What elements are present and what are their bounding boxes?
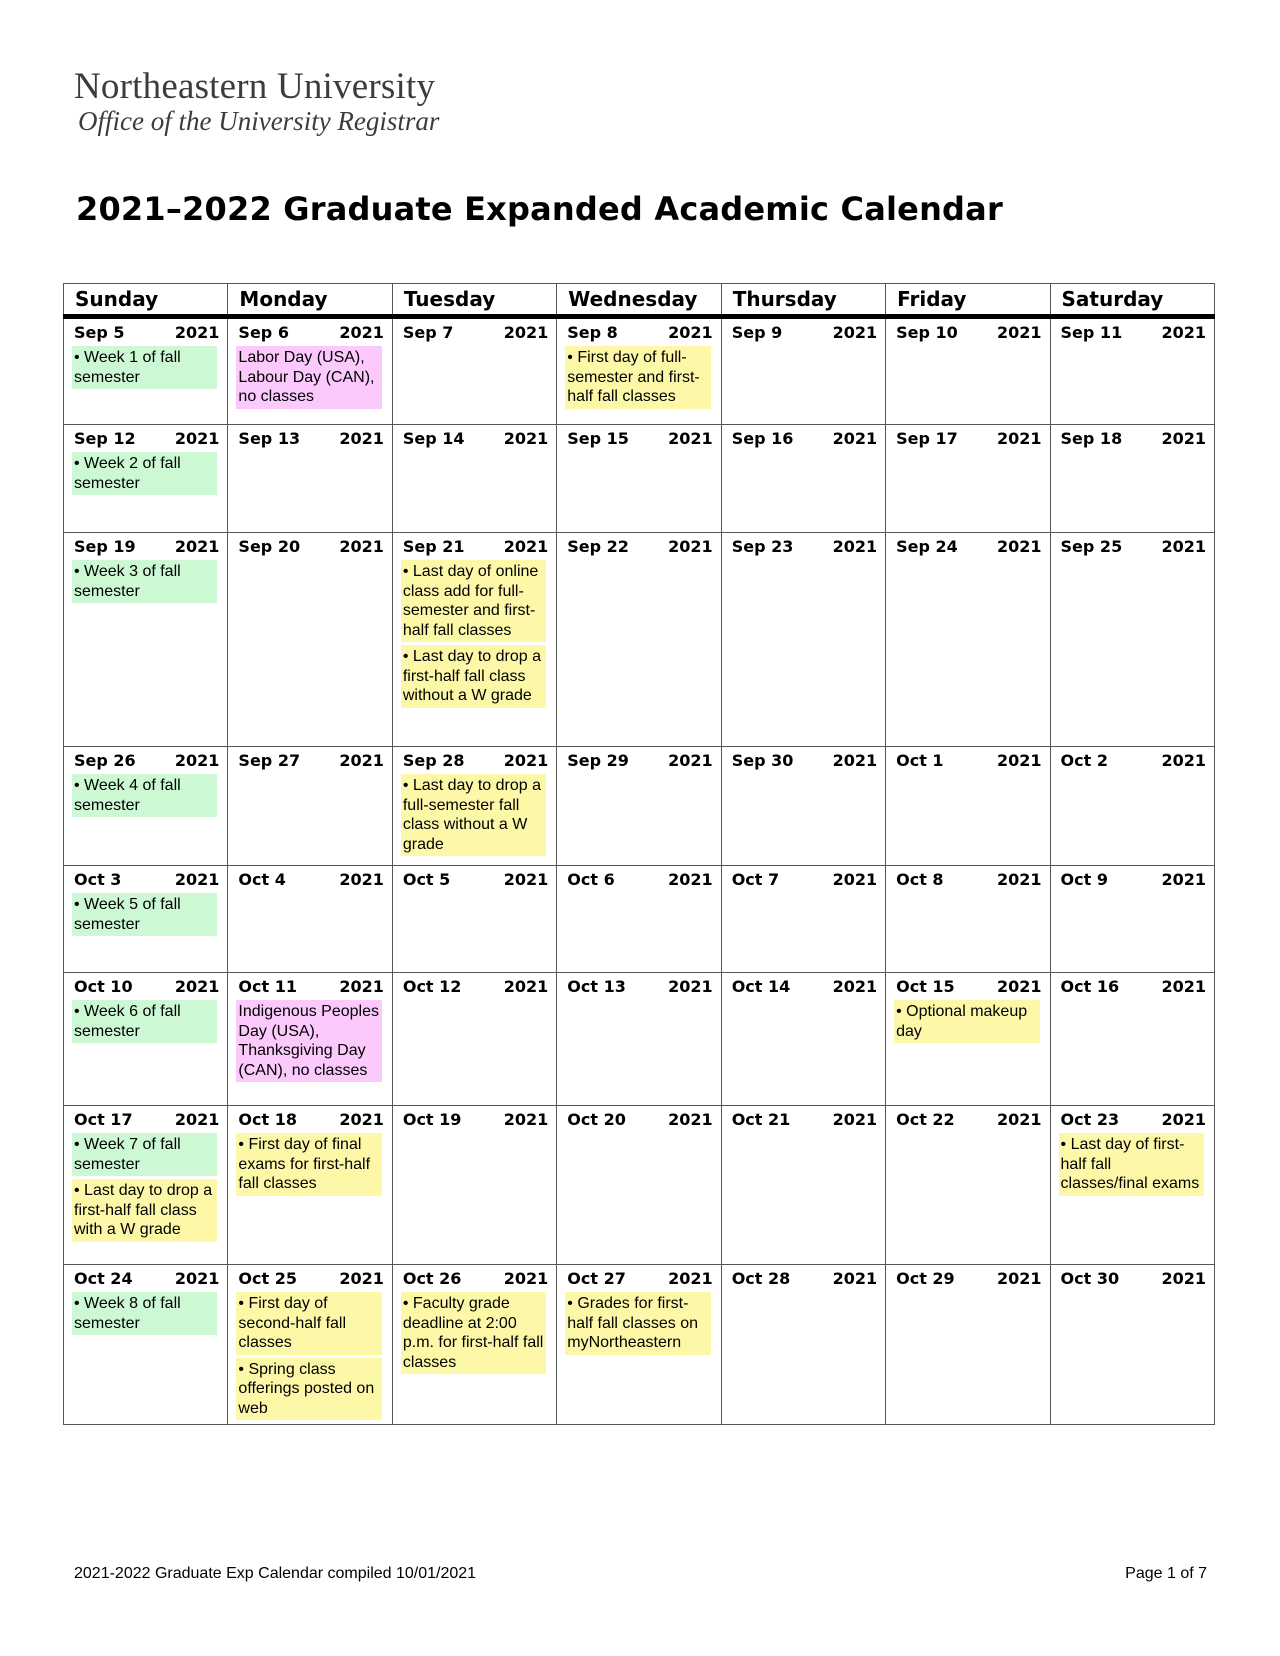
day-year: 2021 xyxy=(1161,429,1206,448)
day-cell xyxy=(228,973,392,1106)
day-date: Sep 24 xyxy=(896,537,958,556)
day-year: 2021 xyxy=(1161,323,1206,342)
day-date: Sep 12 xyxy=(74,429,136,448)
day-date: Oct 1 xyxy=(896,751,944,770)
day-header xyxy=(1061,751,1208,771)
calendar-event: • Week 8 of fall semester xyxy=(72,1292,217,1335)
day-cell xyxy=(557,747,721,866)
day-year: 2021 xyxy=(339,977,384,996)
day-cell xyxy=(886,866,1050,973)
day-year: 2021 xyxy=(174,870,220,889)
calendar-event: • Grades for first-half fall classes on myNortheastern xyxy=(565,1292,710,1355)
day-date: Oct 4 xyxy=(238,870,286,889)
day-cell xyxy=(228,317,392,425)
day-date: Oct 18 xyxy=(238,1110,297,1129)
day-cell xyxy=(392,1106,556,1265)
week-row xyxy=(64,1265,1215,1425)
footer-page-number: Page 1 of 7 xyxy=(1125,1565,1207,1582)
day-date: Oct 15 xyxy=(896,977,955,996)
day-year: 2021 xyxy=(832,1110,878,1129)
day-year: 2021 xyxy=(668,429,713,448)
day-year: 2021 xyxy=(668,323,713,342)
day-year: 2021 xyxy=(503,323,549,342)
day-cell xyxy=(1050,533,1214,747)
day-cell xyxy=(721,973,885,1106)
day-year: 2021 xyxy=(668,977,713,996)
calendar-event: Indigenous Peoples Day (USA), Thanksgiving Day (CAN), no classes xyxy=(236,1000,381,1082)
calendar-event: • First day of final exams for first-half fall classes xyxy=(236,1133,381,1196)
day-date: Oct 3 xyxy=(74,870,122,889)
day-header xyxy=(238,429,385,449)
day-cell xyxy=(64,533,228,747)
day-cell xyxy=(228,1106,392,1265)
day-date: Sep 20 xyxy=(238,537,301,556)
day-cell xyxy=(228,1265,392,1425)
day-cell xyxy=(64,747,228,866)
day-date: Oct 10 xyxy=(74,977,133,996)
day-header xyxy=(238,323,385,343)
day-cell xyxy=(64,1106,228,1265)
day-date: Sep 19 xyxy=(74,537,136,556)
calendar-event: • Week 4 of fall semester xyxy=(72,774,217,817)
day-cell xyxy=(557,317,721,425)
day-year: 2021 xyxy=(174,751,220,770)
day-year: 2021 xyxy=(997,870,1042,889)
day-cell xyxy=(721,317,885,425)
day-date: Sep 6 xyxy=(238,323,289,342)
day-cell xyxy=(228,533,392,747)
day-cell xyxy=(1050,973,1214,1106)
day-cell xyxy=(1050,425,1214,533)
day-date: Oct 27 xyxy=(567,1269,626,1288)
day-date: Sep 17 xyxy=(896,429,958,448)
calendar-event: • Last day of first-half fall classes/final exams xyxy=(1059,1133,1204,1196)
day-year: 2021 xyxy=(174,1110,220,1129)
day-date: Sep 10 xyxy=(896,323,958,342)
day-cell xyxy=(721,1265,885,1425)
day-year: 2021 xyxy=(668,1269,713,1288)
day-cell xyxy=(228,866,392,973)
day-year: 2021 xyxy=(997,429,1042,448)
letterhead xyxy=(74,68,439,136)
day-header xyxy=(732,977,879,997)
day-date: Oct 17 xyxy=(74,1110,133,1129)
day-cell xyxy=(64,317,228,425)
day-date: Oct 5 xyxy=(402,870,451,889)
day-year: 2021 xyxy=(1161,1110,1206,1129)
day-year: 2021 xyxy=(174,429,220,448)
calendar-event: • Week 7 of fall semester xyxy=(72,1133,217,1176)
day-date: Oct 29 xyxy=(896,1269,955,1288)
day-header xyxy=(732,1110,879,1130)
day-year: 2021 xyxy=(997,537,1042,556)
day-header xyxy=(896,537,1043,557)
calendar-event: Labor Day (USA), Labour Day (CAN), no classes xyxy=(236,346,381,409)
day-date: Oct 30 xyxy=(1060,1269,1120,1288)
day-date: Sep 5 xyxy=(74,323,125,342)
day-cell xyxy=(64,866,228,973)
day-date: Sep 22 xyxy=(567,537,629,556)
day-date: Sep 15 xyxy=(567,429,629,448)
day-header xyxy=(567,429,714,449)
day-header xyxy=(403,1269,550,1289)
day-year: 2021 xyxy=(339,323,384,342)
calendar-event: • First day of second-half fall classes xyxy=(236,1292,381,1355)
day-year: 2021 xyxy=(339,1269,384,1288)
day-date: Oct 24 xyxy=(74,1269,133,1288)
week-row xyxy=(64,425,1215,533)
day-header xyxy=(403,977,550,997)
day-header xyxy=(74,323,221,343)
day-year: 2021 xyxy=(174,1269,220,1288)
calendar-event: • Week 6 of fall semester xyxy=(72,1000,217,1043)
week-row xyxy=(64,1106,1215,1265)
day-date: Oct 11 xyxy=(238,977,297,996)
day-date: Oct 28 xyxy=(731,1269,791,1288)
day-header xyxy=(732,323,879,343)
day-header xyxy=(238,537,385,557)
day-year: 2021 xyxy=(997,1269,1042,1288)
calendar-event: • Faculty grade deadline at 2:00 p.m. for first-half fall classes xyxy=(401,1292,546,1374)
day-date: Oct 26 xyxy=(402,1269,462,1288)
day-header xyxy=(567,537,714,557)
day-header xyxy=(732,537,879,557)
day-date: Sep 26 xyxy=(74,751,136,770)
day-cell xyxy=(557,1265,721,1425)
day-cell xyxy=(228,747,392,866)
day-header xyxy=(567,977,714,997)
day-date: Sep 13 xyxy=(238,429,301,448)
calendar-event: • Week 5 of fall semester xyxy=(72,893,217,936)
day-cell xyxy=(557,533,721,747)
day-cell xyxy=(557,866,721,973)
day-year: 2021 xyxy=(503,537,549,556)
day-header xyxy=(896,429,1043,449)
week-row xyxy=(64,973,1215,1106)
day-year: 2021 xyxy=(668,870,713,889)
week-row xyxy=(64,747,1215,866)
calendar-event: • First day of full-semester and first-half fall classes xyxy=(565,346,710,409)
day-date: Sep 23 xyxy=(731,537,794,556)
day-year: 2021 xyxy=(339,751,384,770)
day-date: Sep 9 xyxy=(731,323,783,342)
day-year: 2021 xyxy=(832,1269,878,1288)
day-year: 2021 xyxy=(997,977,1042,996)
calendar-event: • Week 3 of fall semester xyxy=(72,560,217,603)
day-header xyxy=(403,429,550,449)
day-year: 2021 xyxy=(1161,1269,1206,1288)
day-cell xyxy=(1050,747,1214,866)
day-cell xyxy=(886,317,1050,425)
day-year: 2021 xyxy=(832,870,878,889)
day-year: 2021 xyxy=(339,1110,384,1129)
day-date: Oct 7 xyxy=(731,870,780,889)
day-header xyxy=(74,1269,221,1289)
day-date: Oct 14 xyxy=(731,977,791,996)
day-header xyxy=(567,1110,714,1130)
day-year: 2021 xyxy=(1161,537,1206,556)
day-date: Oct 22 xyxy=(896,1110,955,1129)
day-header xyxy=(74,537,221,557)
day-date: Sep 8 xyxy=(567,323,618,342)
day-year: 2021 xyxy=(1161,870,1206,889)
day-year: 2021 xyxy=(503,1110,549,1129)
day-header xyxy=(1061,323,1208,343)
day-cell xyxy=(392,1265,556,1425)
academic-calendar-table xyxy=(63,283,1215,1425)
day-header xyxy=(1061,537,1208,557)
weekday-header: Tuesday xyxy=(392,284,556,317)
day-header xyxy=(74,1110,221,1130)
day-cell xyxy=(886,973,1050,1106)
weekday-header: Friday xyxy=(886,284,1050,317)
day-header xyxy=(896,977,1043,997)
day-header xyxy=(1061,1110,1208,1130)
day-year: 2021 xyxy=(832,429,878,448)
day-cell xyxy=(886,533,1050,747)
calendar-event: • Week 2 of fall semester xyxy=(72,452,217,495)
day-cell xyxy=(392,973,556,1106)
day-year: 2021 xyxy=(1161,977,1206,996)
calendar-event: • Spring class offerings posted on web xyxy=(236,1358,381,1421)
day-cell xyxy=(1050,1106,1214,1265)
day-date: Sep 7 xyxy=(402,323,454,342)
day-date: Oct 20 xyxy=(567,1110,626,1129)
day-date: Oct 19 xyxy=(402,1110,462,1129)
day-header xyxy=(403,751,550,771)
weekday-header: Saturday xyxy=(1050,284,1214,317)
weekday-header: Sunday xyxy=(64,284,228,317)
day-date: Sep 29 xyxy=(567,751,629,770)
day-date: Sep 21 xyxy=(402,537,465,556)
day-cell xyxy=(392,533,556,747)
day-year: 2021 xyxy=(174,537,220,556)
day-header xyxy=(403,1110,550,1130)
day-year: 2021 xyxy=(174,977,220,996)
day-cell xyxy=(557,425,721,533)
day-header xyxy=(1061,1269,1208,1289)
day-date: Oct 25 xyxy=(238,1269,297,1288)
day-date: Sep 11 xyxy=(1060,323,1123,342)
day-year: 2021 xyxy=(1161,751,1206,770)
day-cell xyxy=(721,425,885,533)
calendar-event: • Last day to drop a first-half fall class with a W grade xyxy=(72,1179,217,1242)
day-date: Sep 18 xyxy=(1060,429,1123,448)
day-cell xyxy=(64,425,228,533)
day-year: 2021 xyxy=(997,323,1042,342)
day-header xyxy=(732,870,879,890)
day-cell xyxy=(721,747,885,866)
day-year: 2021 xyxy=(503,751,549,770)
day-date: Oct 23 xyxy=(1060,1110,1120,1129)
day-date: Sep 28 xyxy=(402,751,465,770)
day-header xyxy=(403,537,550,557)
day-year: 2021 xyxy=(339,537,384,556)
day-cell xyxy=(721,1106,885,1265)
day-header xyxy=(896,1110,1043,1130)
day-date: Oct 12 xyxy=(402,977,462,996)
day-cell xyxy=(228,425,392,533)
day-header xyxy=(896,751,1043,771)
day-cell xyxy=(64,1265,228,1425)
day-cell xyxy=(1050,317,1214,425)
day-header xyxy=(238,977,385,997)
day-date: Oct 21 xyxy=(731,1110,791,1129)
day-header xyxy=(238,751,385,771)
day-header xyxy=(238,870,385,890)
day-year: 2021 xyxy=(503,429,549,448)
day-header xyxy=(896,870,1043,890)
day-header xyxy=(732,1269,879,1289)
office-name: Office of the University Registrar xyxy=(78,106,440,136)
calendar-event: • Last day to drop a full-semester fall class without a W grade xyxy=(401,774,546,856)
day-cell xyxy=(886,747,1050,866)
day-cell xyxy=(721,866,885,973)
day-year: 2021 xyxy=(503,1269,549,1288)
day-date: Oct 8 xyxy=(896,870,944,889)
calendar-event: • Optional makeup day xyxy=(894,1000,1039,1043)
day-header xyxy=(238,1110,385,1130)
day-header xyxy=(403,323,550,343)
day-header xyxy=(732,429,879,449)
footer-compiled-note: 2021-2022 Graduate Exp Calendar compiled 10/01/2021 xyxy=(74,1565,477,1582)
weekday-header: Wednesday xyxy=(557,284,721,317)
university-name: Northeastern University xyxy=(74,66,436,107)
day-year: 2021 xyxy=(339,429,384,448)
day-date: Oct 6 xyxy=(567,870,615,889)
week-row xyxy=(64,317,1215,425)
day-year: 2021 xyxy=(997,751,1042,770)
day-year: 2021 xyxy=(832,323,878,342)
day-cell xyxy=(1050,1265,1214,1425)
day-header xyxy=(403,870,550,890)
day-cell xyxy=(392,317,556,425)
page-title: 2021–2022 Graduate Expanded Academic Calendar xyxy=(76,190,1003,228)
day-header xyxy=(567,1269,714,1289)
day-year: 2021 xyxy=(339,870,384,889)
day-year: 2021 xyxy=(832,751,878,770)
week-row xyxy=(64,533,1215,747)
day-date: Sep 16 xyxy=(731,429,794,448)
day-cell xyxy=(392,747,556,866)
day-header xyxy=(567,323,714,343)
day-header xyxy=(74,977,221,997)
day-header xyxy=(1061,870,1208,890)
weekday-header-row xyxy=(64,284,1215,317)
day-date: Sep 14 xyxy=(402,429,465,448)
day-year: 2021 xyxy=(668,537,713,556)
day-cell xyxy=(886,1106,1050,1265)
day-date: Sep 30 xyxy=(731,751,794,770)
day-date: Oct 13 xyxy=(567,977,626,996)
day-cell xyxy=(886,1265,1050,1425)
day-cell xyxy=(1050,866,1214,973)
day-cell xyxy=(392,425,556,533)
calendar-event: • Last day to drop a first-half fall class without a W grade xyxy=(401,645,546,708)
day-cell xyxy=(557,973,721,1106)
day-header xyxy=(567,870,714,890)
weekday-header: Monday xyxy=(228,284,392,317)
day-cell xyxy=(886,425,1050,533)
day-date: Oct 2 xyxy=(1060,751,1108,770)
day-year: 2021 xyxy=(832,537,878,556)
day-header xyxy=(238,1269,385,1289)
day-date: Sep 27 xyxy=(238,751,301,770)
day-header xyxy=(74,429,221,449)
day-year: 2021 xyxy=(668,1110,713,1129)
day-header xyxy=(1061,429,1208,449)
day-date: Sep 25 xyxy=(1060,537,1123,556)
day-year: 2021 xyxy=(668,751,713,770)
day-cell xyxy=(64,973,228,1106)
day-header xyxy=(896,1269,1043,1289)
day-cell xyxy=(392,866,556,973)
calendar-event: • Last day of online class add for full-semester and first-half fall classes xyxy=(401,560,546,642)
day-year: 2021 xyxy=(997,1110,1042,1129)
day-header xyxy=(74,751,221,771)
day-year: 2021 xyxy=(503,870,549,889)
day-header xyxy=(567,751,714,771)
day-header xyxy=(74,870,221,890)
week-row xyxy=(64,866,1215,973)
day-header xyxy=(1061,977,1208,997)
day-year: 2021 xyxy=(174,323,220,342)
calendar-event: • Week 1 of fall semester xyxy=(72,346,217,389)
day-cell xyxy=(721,533,885,747)
weekday-header: Thursday xyxy=(721,284,885,317)
day-date: Oct 9 xyxy=(1060,870,1108,889)
day-date: Oct 16 xyxy=(1060,977,1120,996)
day-year: 2021 xyxy=(832,977,878,996)
day-cell xyxy=(557,1106,721,1265)
day-header xyxy=(896,323,1043,343)
day-header xyxy=(732,751,879,771)
day-year: 2021 xyxy=(503,977,549,996)
